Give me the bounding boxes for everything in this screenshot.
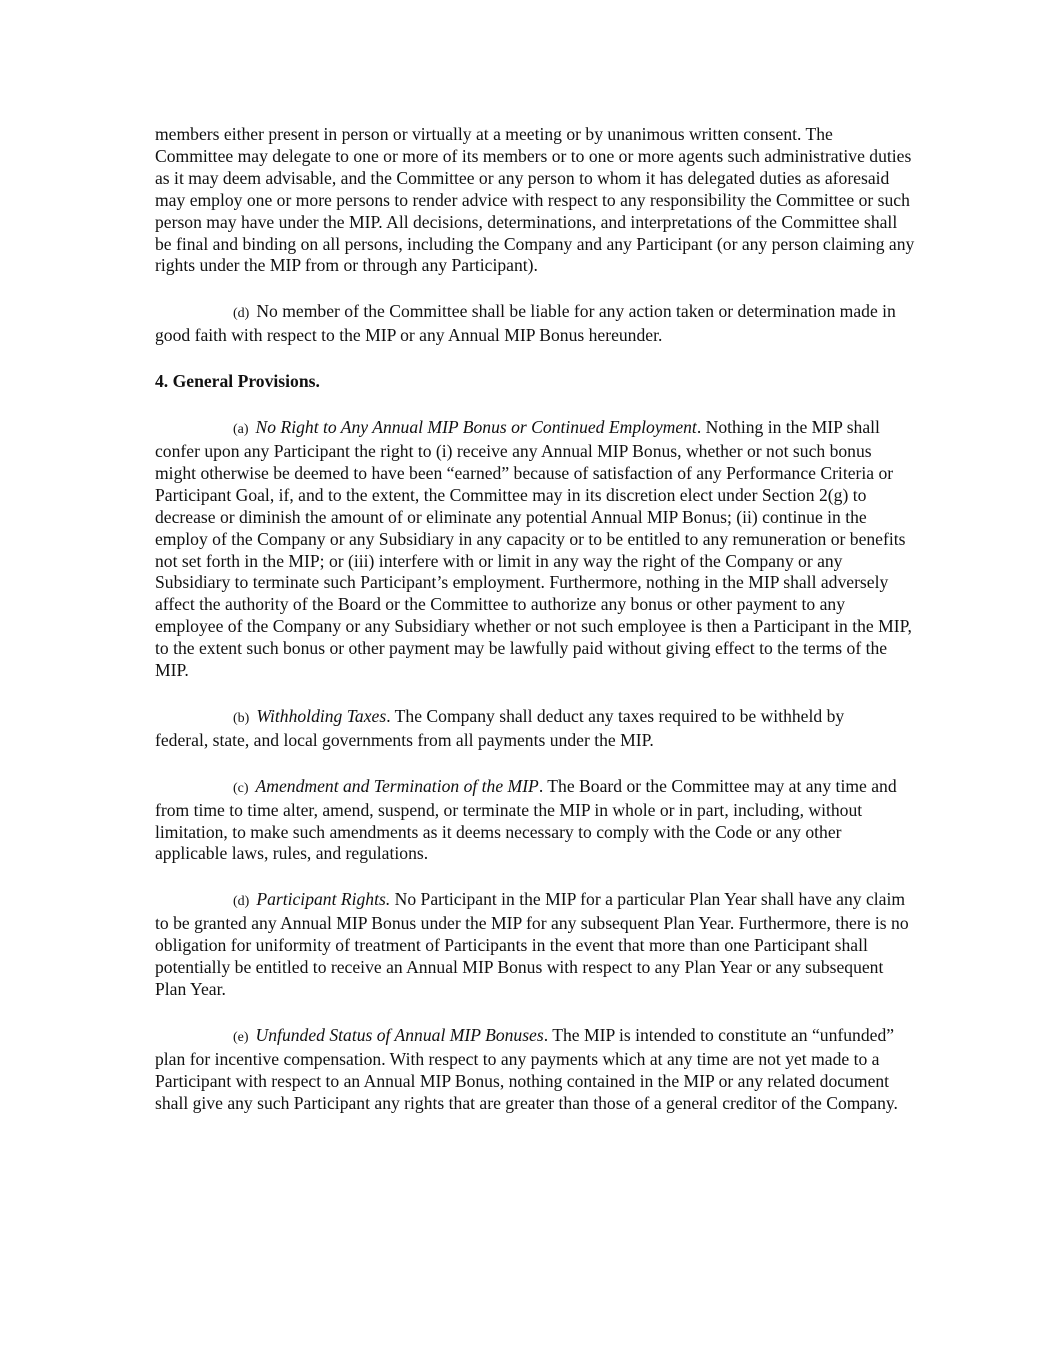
section-4d-text: No Participant in the MIP for a particular Plan Year shall have any claim to be granted any Annual MIP Bonus under the MIP for any subsequent Plan Year. Furthermore, there is no obligation for uniformity of treatment of Participants in the event that more than one Participant shall potentially be entitled to receive an Annual MIP Bonus with respect to any Plan Year or any subsequent Plan Year. xyxy=(155,889,909,999)
section-4b-title: Withholding Taxes xyxy=(256,705,387,726)
section-4e-title: Unfunded Status of Annual MIP Bonuses xyxy=(255,1024,544,1045)
document-body xyxy=(155,124,915,1139)
section-3d-paragraph xyxy=(155,301,915,347)
section-4a-text: . Nothing in the MIP shall confer upon any Participant the right to (i) receive any Annual MIP Bonus, whether or not such bonus might otherwise be deemed to have been “earned” because of satisfaction of any Performance Criteria or Participant Goal, if, and to the extent, the Committee may in its discretion elect under Section 2(g) to decrease or diminish the amount of or eliminate any potential Annual MIP Bonus; (ii) continue in the employ of the Company or any Subsidiary in any capacity or to be entitled to any remuneration or benefits not set forth in the MIP; or (iii) interfere with or limit in any way the right of the Company or any Subsidiary to terminate such Participant’s employment. Furthermore, nothing in the MIP shall adversely affect the authority of the Board or the Committee to authorize any bonus or other payment to any employee of the Company or any Subsidiary whether or not such employee is then a Participant in the MIP, to the extent such bonus or other payment may be lawfully paid without giving effect to the terms of the MIP. xyxy=(155,417,912,681)
section-4b-marker: (b) xyxy=(233,710,250,726)
section-4-heading: 4. General Provisions. xyxy=(155,371,320,392)
section-4c-marker: (c) xyxy=(233,780,249,796)
continuation-text: members either present in person or virtually at a meeting or by unanimous written consent. The Committee may delegate to one or more of its members or to one or more agents such administrative duties as it may deem advisable, and the Committee or any person to whom it has delegated duties as aforesaid may employ one or more persons to render advice with respect to any responsibility the Committee or such person may have under the MIP. All decisions, determinations, and interpretations of the Committee shall be final and binding on all persons, including the Company and any Participant (or any person claiming any rights under the MIP from or through any Participant). xyxy=(155,124,915,276)
section-4d-marker: (d) xyxy=(233,894,250,910)
section-4e-text: . The MIP is intended to constitute an “unfunded” plan for incentive compensation. With respect to any payments which at any time are not yet made to a Participant with respect to an Annual MIP Bonus, nothing contained in the MIP or any related document shall give any such Participant any rights that are greater than those of a general creditor of the Company. xyxy=(155,1024,898,1113)
section-4c-paragraph xyxy=(155,776,915,866)
section-3d-text: No member of the Committee shall be liable for any action taken or determination made in good faith with respect to the MIP or any Annual MIP Bonus hereunder. xyxy=(155,301,896,346)
continuation-paragraph xyxy=(155,124,915,277)
section-4d-paragraph xyxy=(155,889,915,1001)
section-4b-paragraph xyxy=(155,706,845,752)
section-4c-title: Amendment and Termination of the MIP xyxy=(255,775,539,796)
section-3d-marker: (d) xyxy=(233,306,250,322)
section-4a-title: No Right to Any Annual MIP Bonus or Continued Employment xyxy=(255,417,697,438)
section-4a-marker: (a) xyxy=(233,422,249,438)
section-4c-text: . The Board or the Committee may at any time and from time to time alter, amend, suspend, or terminate the MIP in whole or in part, including, without limitation, to make such amendments as it deems necessary to comply with the Code or any other applicable laws, rules, and regulations. xyxy=(155,775,897,864)
section-4d-title: Participant Rights. xyxy=(256,889,391,910)
section-4e-paragraph xyxy=(155,1025,915,1115)
section-4e-marker: (e) xyxy=(233,1029,249,1045)
section-4a-paragraph xyxy=(155,417,915,682)
section-4b-text: . The Company shall deduct any taxes required to be withheld by federal, state, and local governments from all payments under the MIP. xyxy=(155,705,845,750)
